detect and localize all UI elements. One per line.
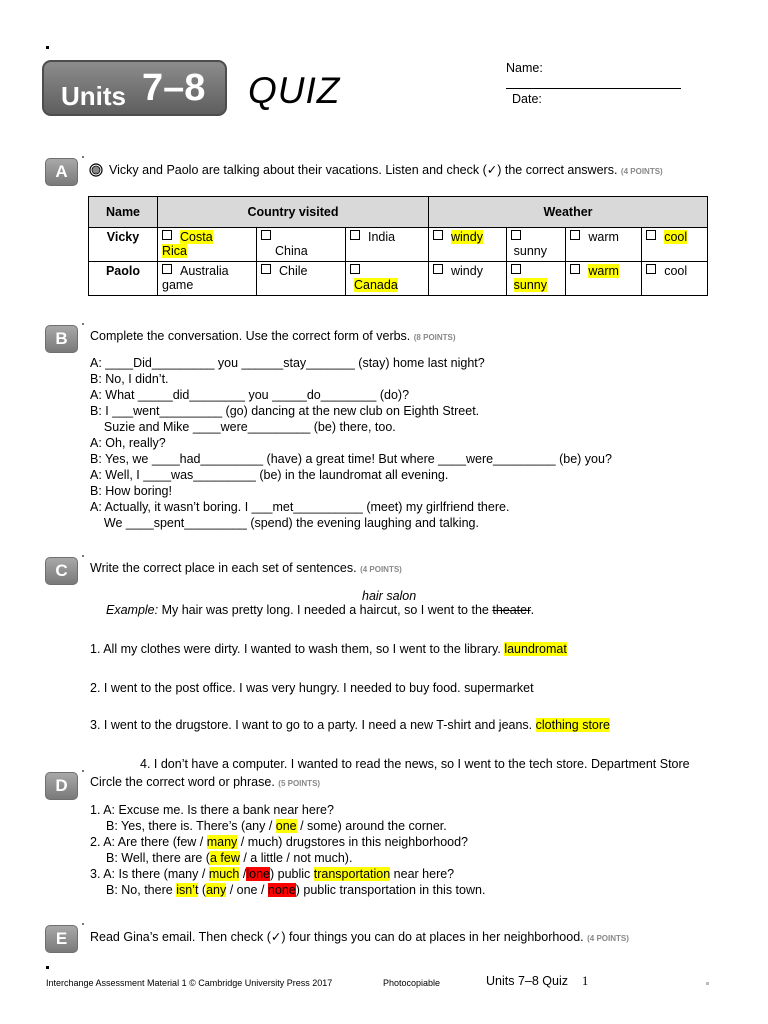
option-label: warm	[588, 230, 619, 244]
c-item-1	[90, 642, 567, 656]
checkbox-icon[interactable]	[511, 264, 521, 274]
small-mark	[82, 770, 84, 772]
option-label: Chile	[279, 264, 308, 278]
conversation-line: Suzie and Mike ____were_________ (be) there, too.	[90, 420, 396, 434]
example-label: Example:	[106, 603, 159, 617]
section-e-instruction	[90, 929, 629, 944]
section-d-points: (5 POINTS)	[278, 779, 321, 788]
c-item-2: 2. I went to the post office. I was very hungry. I needed to buy food. supermarket	[90, 681, 534, 695]
option-cell[interactable]	[506, 262, 566, 296]
section-b-points: (8 POINTS)	[413, 333, 456, 342]
conversation-line: A: Actually, it wasn’t boring. I ___met__________ (meet) my girlfriend there.	[90, 500, 510, 514]
option-label: cool	[664, 264, 688, 278]
bullet-mark	[46, 46, 49, 49]
option-label: sunny	[513, 278, 548, 292]
audio-icon	[89, 163, 103, 180]
c-item-3-text: 3. I went to the drugstore. I want to go to a party. I need a new T-shirt and jeans.	[90, 718, 533, 732]
checkbox-icon[interactable]	[433, 230, 443, 240]
units-number: 7–8	[142, 67, 206, 109]
d-text: near here?	[390, 867, 455, 881]
d-highlight: much	[208, 867, 240, 881]
d-text: ) public transportation in this town.	[295, 883, 486, 897]
section-d-instruction-text: Circle the correct word or phrase.	[90, 775, 275, 789]
d-highlight: one	[275, 819, 297, 833]
d-text: /	[239, 867, 247, 881]
option-label: India	[368, 230, 396, 244]
conversation-line: A: What _____did________ you _____do________ (do)?	[90, 388, 410, 402]
d-highlight: isn’t	[176, 883, 199, 897]
small-mark	[82, 923, 84, 925]
option-label: sunny	[513, 244, 548, 258]
d-text: B: No, there	[106, 883, 177, 897]
section-d-instruction	[90, 775, 320, 789]
checkbox-icon[interactable]	[433, 264, 443, 274]
d-line-5	[90, 866, 454, 882]
d-red-highlight: lone	[246, 867, 270, 881]
d-line-6	[106, 882, 485, 898]
option-cell[interactable]	[346, 262, 429, 296]
checkbox-icon[interactable]	[350, 264, 360, 274]
checkbox-icon[interactable]	[646, 264, 656, 274]
footer-photocopiable: Photocopiable	[383, 978, 441, 988]
option-cell[interactable]	[158, 262, 257, 296]
option-cell[interactable]	[566, 228, 642, 262]
section-a-instruction-text: Vicky and Paolo are talking about their vacations. Listen and check (✓) the correct answers.	[109, 163, 618, 177]
conversation-line: A: Oh, really?	[90, 436, 166, 450]
d-line-2	[106, 818, 447, 834]
section-b-instruction-text: Complete the conversation. Use the correct form of verbs.	[90, 329, 411, 343]
d-line-4	[106, 850, 352, 866]
conversation-line: B: I ___went_________ (go) dancing at the new club on Eighth Street.	[90, 404, 480, 418]
option-cell[interactable]	[429, 228, 507, 262]
table-header-row	[89, 197, 708, 228]
conversation-line: B: No, I didn’t.	[90, 372, 169, 386]
option-cell[interactable]	[566, 262, 642, 296]
option-cell[interactable]	[506, 228, 566, 262]
section-c-instruction	[90, 561, 402, 575]
option-label: windy	[451, 264, 483, 278]
small-mark	[82, 156, 84, 158]
small-mark	[82, 555, 84, 557]
d-red-highlight: none	[267, 883, 296, 897]
checkbox-icon[interactable]	[511, 230, 521, 240]
option-cell[interactable]	[642, 262, 708, 296]
d-text: / one /	[226, 883, 268, 897]
checkbox-icon[interactable]	[570, 230, 580, 240]
name-line	[506, 88, 681, 89]
conversation-line: B: How boring!	[90, 484, 172, 498]
section-c-instruction-text: Write the correct place in each set of sentences.	[90, 561, 357, 575]
option-label: China	[275, 244, 308, 258]
checkbox-icon[interactable]	[162, 264, 172, 274]
option-cell[interactable]	[642, 228, 708, 262]
option-label: windy	[451, 230, 483, 244]
row-name-vicky: Vicky	[89, 228, 158, 262]
d-line-3	[90, 834, 468, 850]
checkbox-icon[interactable]	[350, 230, 360, 240]
option-cell[interactable]	[257, 228, 346, 262]
checkbox-icon[interactable]	[570, 264, 580, 274]
section-c-points: (4 POINTS)	[360, 565, 402, 574]
option-cell[interactable]	[429, 262, 507, 296]
d-text: ) public	[269, 867, 314, 881]
checkbox-icon[interactable]	[162, 230, 172, 240]
d-line-1: 1. A: Excuse me. Is there a bank near here?	[90, 803, 334, 817]
conversation-line: B: Yes, we ____had_________ (have) a great time! But where ____were_________ (be) you?	[90, 452, 612, 466]
section-e-badge: E	[45, 925, 78, 953]
option-label: Costa Rica	[162, 230, 213, 258]
header-country: Country visited	[158, 197, 429, 228]
c-item-3-answer: clothing store	[535, 718, 611, 732]
date-label: Date:	[512, 92, 542, 106]
option-cell[interactable]	[346, 228, 429, 262]
section-c-badge: C	[45, 557, 78, 585]
table-row	[89, 262, 708, 296]
small-mark	[82, 323, 84, 325]
footer-mark	[706, 982, 709, 985]
option-label: cool	[664, 230, 688, 244]
d-text: 2. A: Are there (few /	[90, 835, 207, 849]
d-text: B: Yes, there is. There’s (any /	[106, 819, 276, 833]
d-text: / a little / not much).	[239, 851, 353, 865]
example-struck-word: theater	[492, 603, 531, 617]
name-label: Name:	[506, 61, 543, 75]
c-item-4: 4. I don’t have a computer. I wanted to read the news, so I went to the tech store. Department Store	[140, 757, 690, 771]
section-a-points: (4 POINTS)	[620, 167, 663, 176]
vacation-table	[88, 196, 708, 296]
conversation-line: A: Well, I ____was_________ (be) in the laundromat all evening.	[90, 468, 449, 482]
option-label: Australia game	[162, 264, 229, 292]
units-word: Units	[61, 81, 126, 111]
d-highlight: transportation	[313, 867, 391, 881]
example-text: My hair was pretty long. I needed a haircut, so I went to the	[161, 603, 489, 617]
example-answer: hair salon	[362, 589, 417, 603]
checkbox-icon[interactable]	[646, 230, 656, 240]
section-a-instruction	[109, 162, 663, 177]
units-badge	[42, 60, 227, 116]
c-item-1-text: 1. All my clothes were dirty. I wanted to wash them, so I went to the library.	[90, 642, 501, 656]
section-a-badge: A	[45, 158, 78, 186]
d-text: (	[198, 883, 207, 897]
d-text: / some) around the corner.	[296, 819, 447, 833]
section-e-instruction-text: Read Gina’s email. Then check (✓) four things you can do at places in her neighborhood.	[90, 930, 584, 944]
c-item-3	[90, 718, 610, 732]
section-b-badge: B	[45, 325, 78, 353]
checkbox-icon[interactable]	[261, 230, 271, 240]
option-label: Canada	[354, 278, 398, 292]
footer-quiz-label: Units 7–8 Quiz	[486, 974, 568, 988]
section-d-badge: D	[45, 772, 78, 800]
c-item-1-answer: laundromat	[504, 642, 567, 656]
section-e-points: (4 POINTS)	[587, 934, 629, 943]
option-cell[interactable]	[158, 228, 257, 262]
table-row	[89, 228, 708, 262]
d-highlight: any	[206, 883, 227, 897]
footer-page-number: 1	[582, 974, 589, 988]
checkbox-icon[interactable]	[261, 264, 271, 274]
d-text: 3. A: Is there (many /	[90, 867, 209, 881]
row-name-paolo: Paolo	[89, 262, 158, 296]
section-b-instruction	[90, 329, 456, 343]
example-sentence: Example: My hair was pretty long. I needed a haircut, so I went to the theater.	[106, 603, 535, 617]
d-highlight: many	[206, 835, 238, 849]
conversation-line: A: ____Did_________ you ______stay_______ (stay) home last night?	[90, 356, 485, 370]
bullet-mark	[46, 966, 49, 969]
footer-copyright: Interchange Assessment Material 1 © Cambridge University Press 2017	[46, 978, 333, 988]
conversation-line: We ____spent_________ (spend) the evening laughing and talking.	[90, 516, 479, 530]
d-highlight: a few	[209, 851, 240, 865]
header-name: Name	[89, 197, 158, 228]
header-weather: Weather	[429, 197, 708, 228]
option-cell[interactable]	[257, 262, 346, 296]
option-label: warm	[588, 264, 619, 278]
d-text: B: Well, there are (	[106, 851, 210, 865]
quiz-title: QUIZ	[248, 70, 341, 111]
d-text: / much) drugstores in this neighborhood?	[237, 835, 469, 849]
